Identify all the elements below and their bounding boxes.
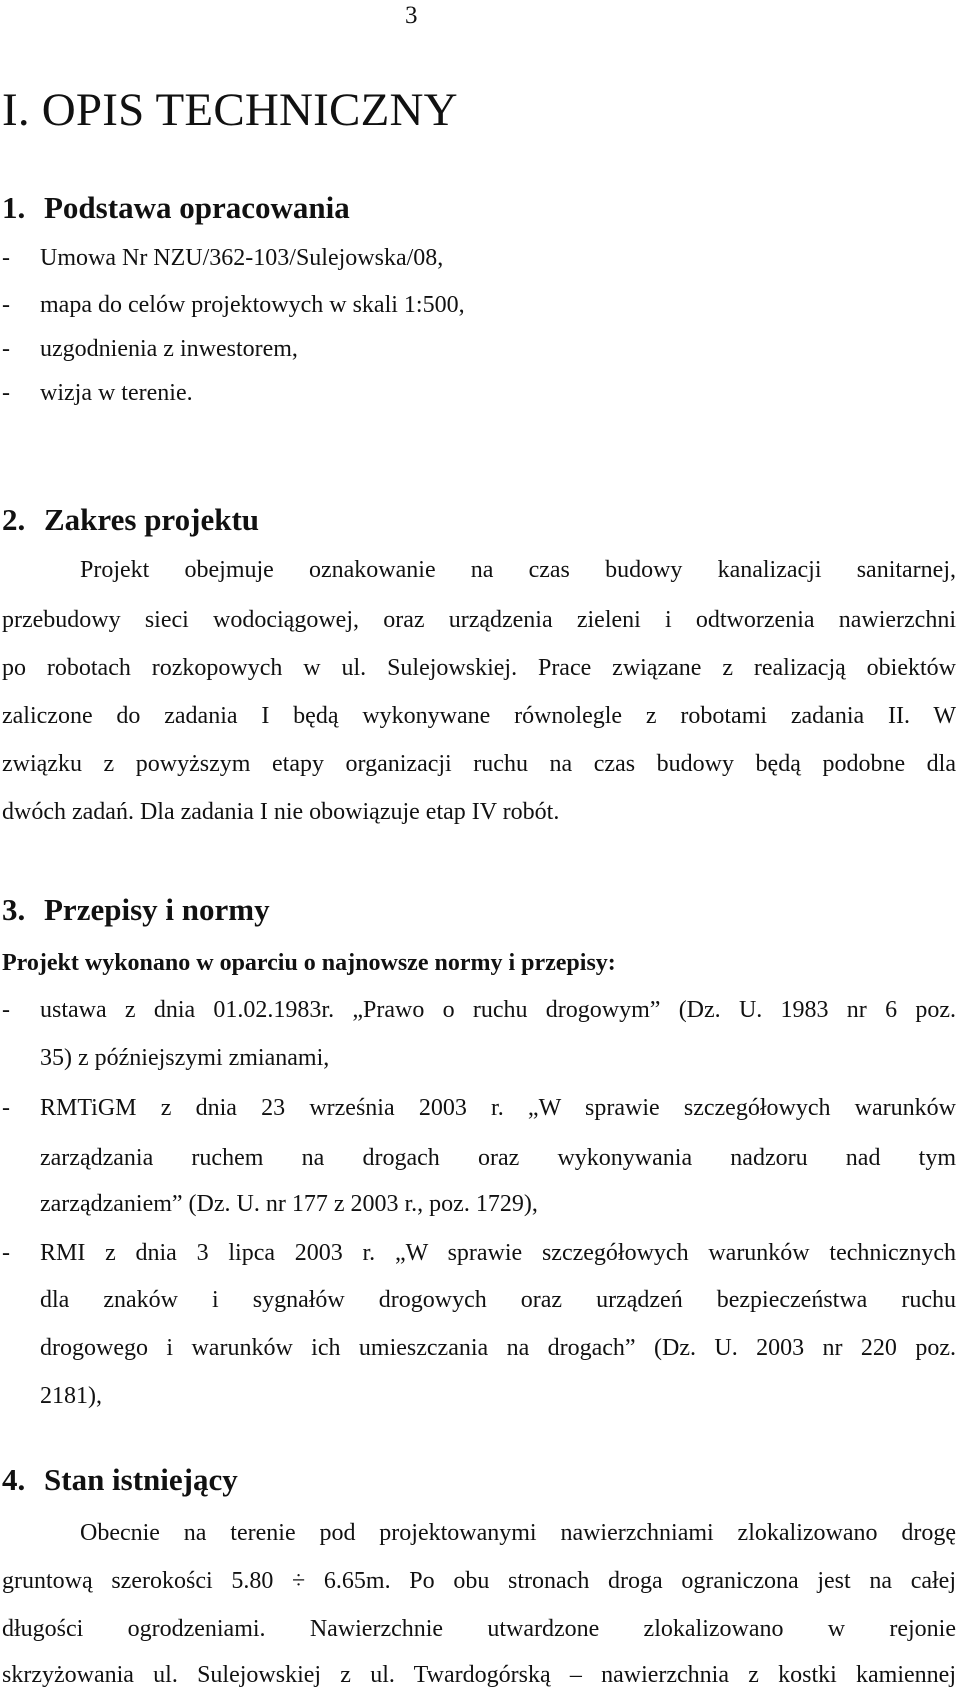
section-4-number: 4. (2, 1462, 26, 1497)
list-marker: - (2, 245, 10, 271)
list-item-text: zarządzaniem” (Dz. U. nr 177 z 2003 r., poz. 1729), (40, 1191, 538, 1217)
list-item-text: zarządzania ruchem na drogach oraz wykonywania nadzoru nad tym (40, 1145, 956, 1171)
paragraph-line: przebudowy sieci wodociągowej, oraz urządzenia zieleni i odtworzenia nawierzchni (2, 607, 956, 633)
paragraph-line: Projekt obejmuje oznakowanie na czas budowy kanalizacji sanitarnej, (80, 557, 956, 583)
list-item-text: mapa do celów projektowych w skali 1:500, (40, 292, 465, 318)
list-item-text: ustawa z dnia 01.02.1983r. „Prawo o ruchu drogowym” (Dz. U. 1983 nr 6 poz. (40, 997, 956, 1023)
paragraph-line: gruntową szerokości 5.80 ÷ 6.65m. Po obu stronach droga ograniczona jest na całej (2, 1568, 956, 1594)
list-item-text: RMTiGM z dnia 23 września 2003 r. „W sprawie szczegółowych warunków (40, 1095, 956, 1121)
list-marker: - (2, 380, 10, 406)
list-item-text: wizja w terenie. (40, 380, 193, 406)
list-marker: - (2, 1095, 10, 1121)
paragraph-line: po robotach rozkopowych w ul. Sulejowskiej. Prace związane z realizacją obiektów (2, 655, 956, 681)
section-2-heading (2, 500, 259, 540)
section-2-number: 2. (2, 502, 26, 537)
list-item-text: dla znaków i sygnałów drogowych oraz urządzeń bezpieczeństwa ruchu (40, 1287, 956, 1313)
paragraph-line: dwóch zadań. Dla zadania I nie obowiązuje etap IV robót. (2, 799, 560, 825)
section-1-heading (2, 188, 350, 228)
section-4-heading (2, 1460, 238, 1500)
list-item-text: 35) z późniejszymi zmianami, (40, 1045, 330, 1071)
list-item-text: Umowa Nr NZU/362-103/Sulejowska/08, (40, 245, 444, 271)
list-marker: - (2, 1240, 10, 1266)
section-1-title: Podstawa opracowania (44, 190, 350, 225)
list-item-text: uzgodnienia z inwestorem, (40, 336, 298, 362)
section-1-number: 1. (2, 190, 26, 225)
section-3-number: 3. (2, 892, 26, 927)
paragraph-line: długości ogrodzeniami. Nawierzchnie utwardzone zlokalizowano w rejonie (2, 1616, 956, 1642)
list-item-text: drogowego i warunków ich umieszczania na drogach” (Dz. U. 2003 nr 220 poz. (40, 1335, 956, 1361)
paragraph-line: skrzyżowania ul. Sulejowskiej z ul. Twardogórską – nawierzchnia z kostki kamiennej (2, 1662, 956, 1688)
page-number: 3 (405, 2, 418, 29)
section-3-heading (2, 890, 270, 930)
paragraph-line: zaliczone do zadania I będą wykonywane równolegle z robotami zadania II. W (2, 703, 956, 729)
list-marker: - (2, 997, 10, 1023)
list-marker: - (2, 336, 10, 362)
list-marker: - (2, 292, 10, 318)
document-title: I. OPIS TECHNICZNY (2, 84, 458, 136)
section-3-title: Przepisy i normy (44, 892, 270, 927)
list-item-text: RMI z dnia 3 lipca 2003 r. „W sprawie szczegółowych warunków technicznych (40, 1240, 956, 1266)
section-2-title: Zakres projektu (44, 502, 260, 537)
section-4-title: Stan istniejący (44, 1462, 238, 1497)
paragraph-line: związku z powyższym etapy organizacji ruchu na czas budowy będą podobne dla (2, 751, 956, 777)
section-3-intro: Projekt wykonano w oparciu o najnowsze normy i przepisy: (2, 950, 616, 976)
paragraph-line: Obecnie na terenie pod projektowanymi nawierzchniami zlokalizowano drogę (80, 1520, 956, 1546)
list-item-text: 2181), (40, 1383, 102, 1409)
